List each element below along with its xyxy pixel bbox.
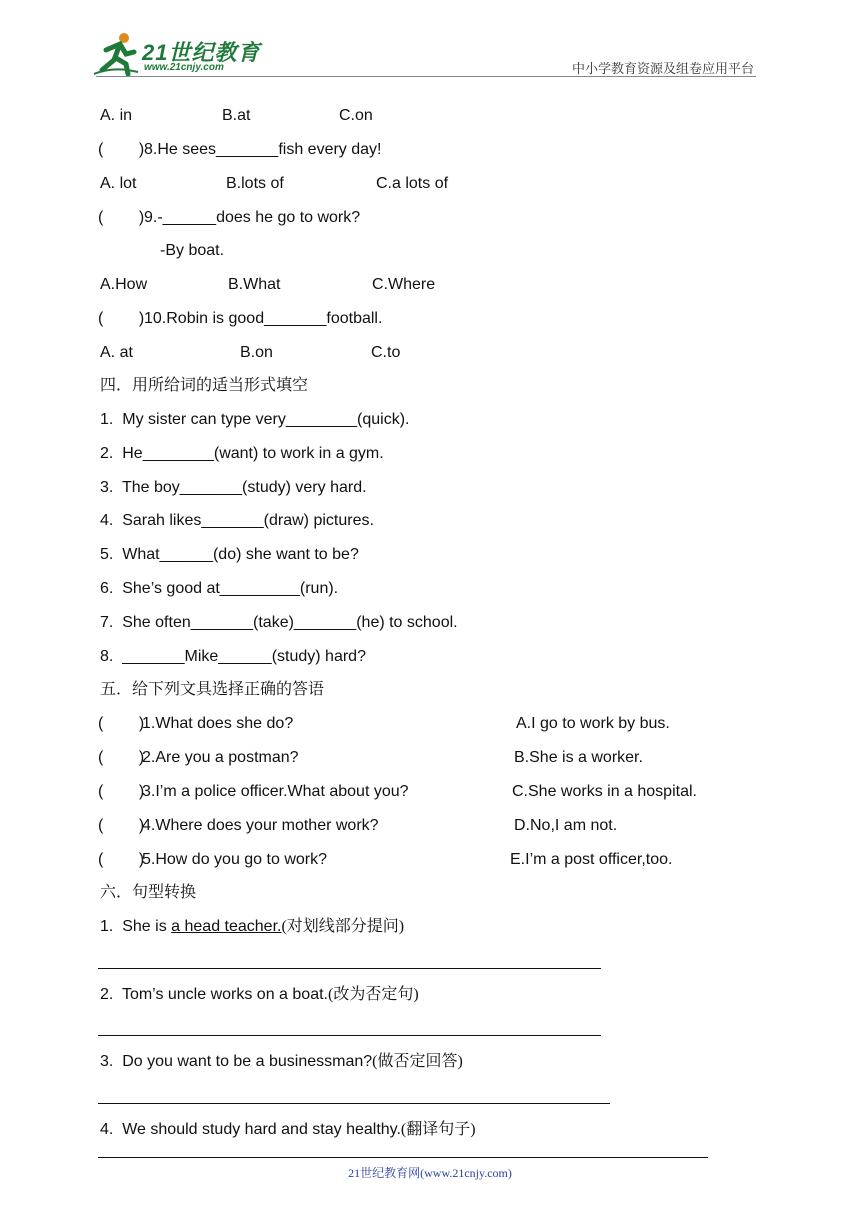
part6-sentence-1 <box>100 917 404 937</box>
q8-option-a: A. lot <box>100 175 137 192</box>
part5-answer: C.She works in a hospital. <box>512 783 697 800</box>
q8-text: 8.He sees_______fish every day! <box>144 141 382 158</box>
part5-bracket: ( ) <box>98 715 145 732</box>
part5-bracket: ( ) <box>98 817 145 834</box>
q8-option-c: C.a lots of <box>376 175 449 192</box>
answer-line[interactable] <box>98 1157 708 1158</box>
answer-line[interactable] <box>98 1103 610 1104</box>
part5-bracket: ( ) <box>98 749 145 766</box>
part4-item: 3. The boy_______(study) very hard. <box>100 479 367 496</box>
part5-question: 3.I’m a police officer.What about you? <box>142 783 409 800</box>
q7-option-a: A. in <box>100 107 133 124</box>
part6-sentence-4 <box>100 1120 476 1140</box>
part5-answer: E.I’m a post officer,too. <box>510 851 673 868</box>
answer-line[interactable] <box>98 1035 601 1036</box>
sentence-text: 4. We should study hard and stay healthy. <box>100 1121 401 1138</box>
q7-option-c: C.on <box>339 107 373 124</box>
part5-question: 1.What does she do? <box>142 715 294 732</box>
runner-logo-icon <box>94 30 140 76</box>
q8-bracket: ( ) <box>98 141 145 158</box>
part6-sentence-2 <box>100 985 419 1005</box>
part6-sentence-3 <box>100 1052 463 1072</box>
q9-option-c: C.Where <box>372 276 436 293</box>
part4-item: 8. _______Mike______(study) hard? <box>100 648 366 665</box>
instruction-note: (改为否定句) <box>327 986 419 1003</box>
q9-option-a: A.How <box>100 276 148 293</box>
part4-item: 4. Sarah likes_______(draw) pictures. <box>100 512 374 529</box>
underlined-phrase: a head teacher. <box>171 918 282 935</box>
q10-option-a: A. at <box>100 344 133 361</box>
logo-text: 21世纪教育 <box>142 40 261 65</box>
sentence-text: 3. Do you want to be a businessman? <box>100 1053 373 1070</box>
part5-question: 2.Are you a postman? <box>142 749 299 766</box>
q9-text: 9.-______does he go to work? <box>144 209 361 226</box>
q9-bracket: ( ) <box>98 209 145 226</box>
answer-line[interactable] <box>98 968 601 969</box>
part4-item: 7. She often_______(take)_______(he) to school. <box>100 614 458 631</box>
site-logo <box>94 30 264 80</box>
q10-bracket: ( ) <box>98 310 145 327</box>
q10-option-b: B.on <box>240 344 273 361</box>
part5-answer: B.She is a worker. <box>514 749 643 766</box>
part5-answer: A.I go to work by bus. <box>516 715 670 732</box>
part6-heading: 六．句型转换 <box>100 884 197 901</box>
q10-text: 10.Robin is good_______football. <box>144 310 383 327</box>
part5-bracket: ( ) <box>98 783 145 800</box>
part4-item: 1. My sister can type very________(quick). <box>100 411 410 428</box>
header-divider <box>96 76 756 77</box>
part5-answer: D.No,I am not. <box>514 817 618 834</box>
platform-name: 中小学教育资源及组卷应用平台 <box>572 61 755 76</box>
instruction-note: (做否定回答) <box>372 1053 463 1070</box>
part5-question: 5.How do you go to work? <box>142 851 327 868</box>
part4-item: 6. She’s good at_________(run). <box>100 580 339 597</box>
q10-option-c: C.to <box>371 344 401 361</box>
q9-answer: -By boat. <box>160 242 225 259</box>
sentence-text: 1. She is <box>100 918 172 935</box>
q8-option-b: B.lots of <box>226 175 284 192</box>
logo-url: www.21cnjy.com <box>144 62 224 73</box>
sentence-text: 2. Tom’s uncle works on a boat. <box>100 986 328 1003</box>
part4-item: 2. He________(want) to work in a gym. <box>100 445 384 462</box>
part5-bracket: ( ) <box>98 851 145 868</box>
instruction-note: (翻译句子) <box>400 1121 476 1138</box>
part4-heading: 四．用所给词的适当形式填空 <box>100 377 309 394</box>
instruction-note: (对划线部分提问) <box>281 918 405 935</box>
q9-option-b: B.What <box>228 276 281 293</box>
page-footer: 21世纪教育网(www.21cnjy.com) <box>348 1166 512 1180</box>
part5-heading: 五．给下列文具选择正确的答语 <box>100 681 325 698</box>
q7-option-b: B.at <box>222 107 251 124</box>
part5-question: 4.Where does your mother work? <box>142 817 379 834</box>
part4-item: 5. What______(do) she want to be? <box>100 546 359 563</box>
